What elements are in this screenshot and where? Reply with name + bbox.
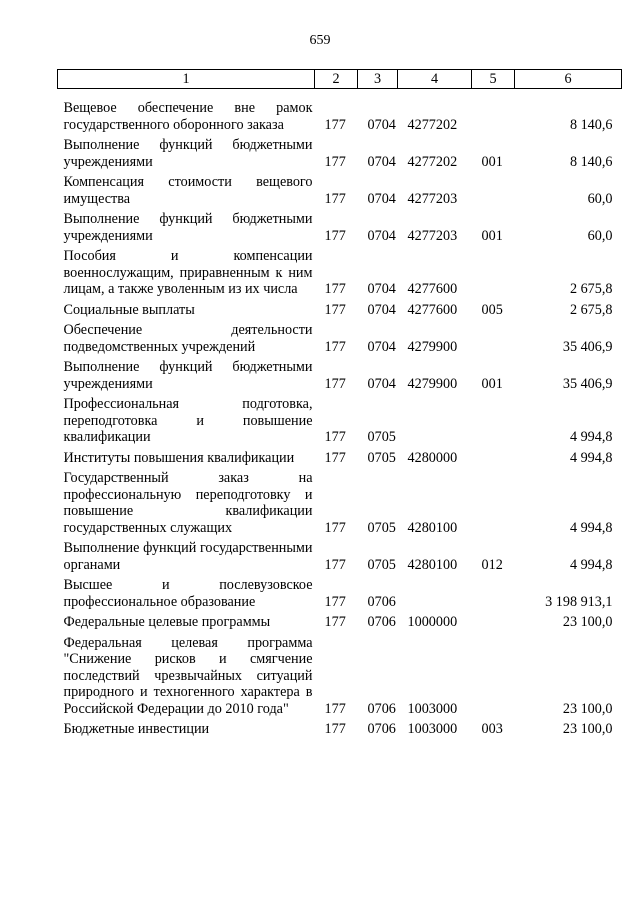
table-row [58, 470, 622, 540]
header-cell-2: 2 [315, 70, 358, 89]
row-target-code-cell: 4277203 [407, 227, 458, 244]
header-cell-3: 3 [358, 70, 398, 89]
row-admin-code-cell: 177 [324, 700, 346, 717]
table-row [58, 174, 622, 211]
row-admin-code-cell: 177 [324, 556, 346, 573]
row-admin-code-cell: 177 [324, 153, 346, 170]
row-expense-type-cell: 005 [481, 301, 503, 318]
row-name-cell: Государственный заказ на профессиональную переподготовку и повышение квалификации государственных служащих [63, 470, 313, 536]
row-amount-cell: 4 994,8 [569, 429, 613, 445]
row-expense-type-cell [472, 577, 515, 614]
row-expense-type-cell: 012 [481, 556, 503, 573]
row-target-code-cell: 4280000 [407, 449, 458, 466]
row-amount-cell: 35 406,9 [562, 338, 613, 355]
row-amount-cell: 2 675,8 [569, 281, 613, 297]
row-expense-type-cell [472, 89, 515, 138]
row-name-cell: Выполнение функций бюджетными учреждениями [63, 211, 313, 244]
row-target-code-cell: 4279900 [407, 375, 458, 392]
row-expense-type-cell [472, 396, 515, 450]
row-admin-code-cell: 177 [324, 116, 346, 133]
row-expense-type-cell [472, 248, 515, 302]
table-row [58, 577, 622, 614]
table-row [58, 359, 622, 396]
row-amount-cell: 60,0 [587, 227, 613, 244]
row-amount-cell: 3 198 913,1 [545, 593, 613, 610]
row-name-cell: Высшее и послевузовское профессиональное образование [63, 577, 313, 610]
row-admin-code-cell: 177 [324, 721, 346, 737]
row-admin-code-cell: 177 [324, 301, 346, 318]
row-section-code-cell: 0704 [367, 190, 396, 207]
table-row [58, 302, 622, 323]
row-name-cell: Институты повышения квалификации [63, 449, 295, 466]
row-section-code-cell: 0705 [367, 556, 396, 573]
row-admin-code-cell: 177 [324, 429, 346, 445]
row-target-code-cell: 4277202 [407, 153, 458, 170]
row-name-cell: Пособия и компенсации военнослужащим, приравненным к ним лицам, а также уволенным из их числа [63, 248, 313, 297]
row-target-code-cell: 1003000 [407, 700, 458, 717]
table-row [58, 396, 622, 450]
row-section-code-cell: 0704 [367, 227, 396, 244]
table-row [58, 635, 622, 722]
row-admin-code-cell: 177 [324, 190, 346, 207]
row-section-code-cell: 0704 [367, 116, 396, 133]
row-target-code-cell: 1000000 [407, 614, 458, 630]
row-admin-code-cell: 177 [324, 338, 346, 355]
row-section-code-cell: 0705 [367, 429, 396, 445]
row-name-cell: Федеральные целевые программы [63, 614, 271, 630]
row-admin-code-cell: 177 [324, 519, 346, 536]
row-section-code-cell: 0704 [367, 301, 396, 318]
row-section-code-cell: 0704 [367, 375, 396, 392]
row-name-cell: Выполнение функций бюджетными учреждениями [63, 359, 313, 392]
row-admin-code-cell: 177 [324, 614, 346, 630]
row-amount-cell: 35 406,9 [562, 375, 613, 392]
row-admin-code-cell: 177 [324, 227, 346, 244]
row-target-code-cell: 4277202 [407, 116, 458, 133]
header-cell-6: 6 [515, 70, 622, 89]
row-amount-cell: 4 994,8 [569, 556, 613, 573]
row-amount-cell: 8 140,6 [569, 153, 613, 170]
row-section-code-cell: 0706 [367, 721, 396, 737]
row-admin-code-cell: 177 [324, 281, 346, 297]
budget-table [57, 69, 622, 742]
row-target-code-cell [398, 396, 472, 450]
row-amount-cell: 23 100,0 [562, 614, 613, 630]
row-target-code-cell: 4279900 [407, 338, 458, 355]
row-expense-type-cell [472, 322, 515, 359]
row-target-code-cell: 4280100 [407, 556, 458, 573]
table-row [58, 614, 622, 635]
header-cell-4: 4 [398, 70, 472, 89]
table-row [58, 540, 622, 577]
row-amount-cell: 23 100,0 [562, 721, 613, 737]
row-expense-type-cell [472, 174, 515, 211]
row-admin-code-cell: 177 [324, 449, 346, 466]
row-target-code-cell: 1003000 [407, 721, 458, 737]
row-section-code-cell: 0705 [367, 449, 396, 466]
row-admin-code-cell: 177 [324, 593, 346, 610]
row-expense-type-cell [472, 614, 515, 635]
table-row [58, 211, 622, 248]
table-row [58, 89, 622, 138]
row-expense-type-cell: 001 [481, 227, 503, 244]
table-row [58, 248, 622, 302]
row-name-cell: Профессиональная подготовка, переподготовка и повышение квалификации [63, 396, 313, 445]
row-name-cell: Социальные выплаты [63, 301, 195, 318]
row-amount-cell: 60,0 [587, 190, 613, 207]
row-section-code-cell: 0706 [367, 700, 396, 717]
table-row [58, 721, 622, 742]
row-amount-cell: 23 100,0 [562, 700, 613, 717]
row-name-cell: Вещевое обеспечение вне рамок государственного оборонного заказа [63, 100, 313, 133]
table-row [58, 137, 622, 174]
row-expense-type-cell: 001 [481, 375, 503, 392]
page-number: 659 [309, 33, 331, 48]
row-target-code-cell: 4277600 [407, 301, 458, 318]
row-target-code-cell [398, 577, 472, 614]
row-section-code-cell: 0705 [367, 519, 396, 536]
row-target-code-cell: 4277600 [407, 281, 458, 297]
row-name-cell: Компенсация стоимости вещевого имущества [63, 174, 313, 207]
row-amount-cell: 2 675,8 [569, 301, 613, 318]
row-expense-type-cell [472, 450, 515, 471]
row-name-cell: Бюджетные инвестиции [63, 721, 210, 737]
row-expense-type-cell: 003 [481, 721, 503, 737]
header-cell-1: 1 [58, 70, 315, 89]
table-header-row [58, 70, 622, 89]
row-amount-cell: 4 994,8 [569, 449, 613, 466]
row-expense-type-cell [472, 635, 515, 722]
row-expense-type-cell [472, 470, 515, 540]
row-section-code-cell: 0706 [367, 614, 396, 630]
header-cell-5: 5 [472, 70, 515, 89]
row-admin-code-cell: 177 [324, 375, 346, 392]
row-name-cell: Выполнение функций государственными органами [63, 540, 313, 573]
row-section-code-cell: 0704 [367, 281, 396, 297]
row-section-code-cell: 0704 [367, 153, 396, 170]
row-amount-cell: 4 994,8 [569, 519, 613, 536]
row-target-code-cell: 4280100 [407, 519, 458, 536]
table-row [58, 322, 622, 359]
row-section-code-cell: 0704 [367, 338, 396, 355]
row-section-code-cell: 0706 [367, 593, 396, 610]
row-name-cell: Выполнение функций бюджетными учреждениями [63, 137, 313, 170]
row-amount-cell: 8 140,6 [569, 116, 613, 133]
row-name-cell: Федеральная целевая программа "Снижение рисков и смягчение последствий чрезвычайных ситуаций природного и техногенного характера в Российской Федерации до 2010 года" [63, 634, 313, 717]
row-target-code-cell: 4277203 [407, 190, 458, 207]
row-expense-type-cell: 001 [481, 153, 503, 170]
row-name-cell: Обеспечение деятельности подведомственных учреждений [63, 322, 313, 355]
table-row [58, 450, 622, 471]
